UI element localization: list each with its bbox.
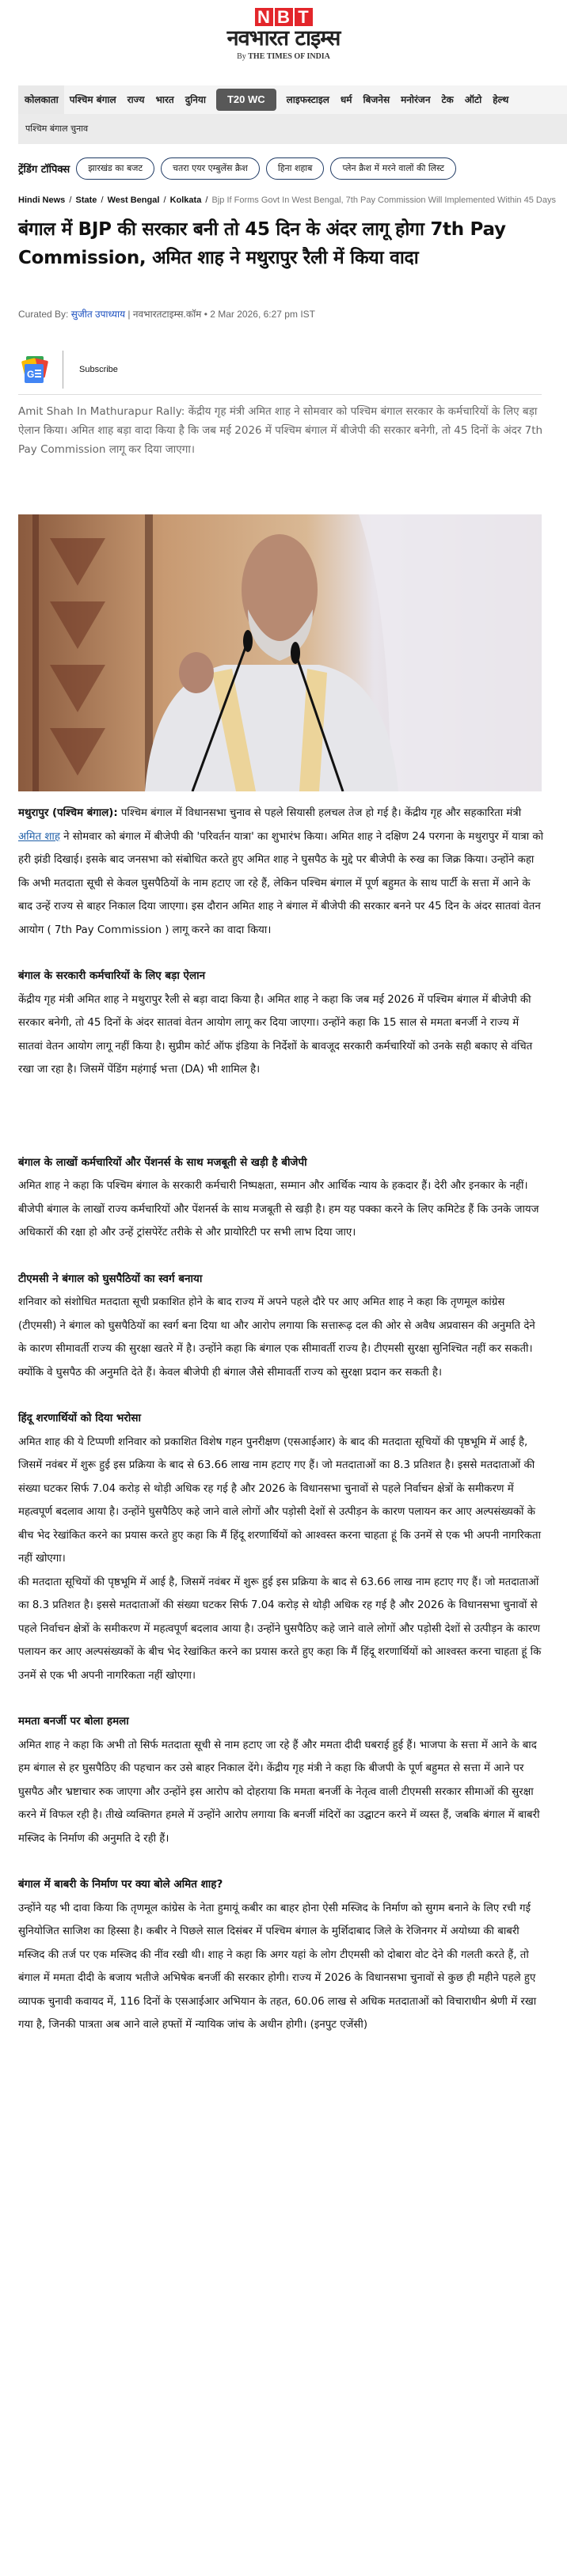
intro-text: पश्चिम बंगाल में विधानसभा चुनाव से पहले सियासी हलचल तेज हो गई है। केंद्रीय गृह और सहकारिता मंत्री [117,807,522,819]
breadcrumb-current: Bjp If Forms Govt In West Bengal, 7th Pay Commission Will Implemented Within 45 Days [211,195,556,205]
nbt-logo-mark [255,8,313,26]
nav-item-states[interactable]: राज्य [127,94,145,105]
nav-item-west-bengal[interactable]: पश्चिम बंगाल [69,94,116,105]
google-news-icon [18,353,51,386]
breadcrumb-separator: / [69,195,72,205]
site-logo[interactable] [0,8,567,61]
breadcrumb-state[interactable]: State [75,195,97,205]
svg-text:G: G [27,369,35,380]
breadcrumb-separator: / [163,195,166,205]
logo-by: By [237,52,246,61]
meta-separator: | [125,309,133,320]
logo-letter-b: B [275,8,293,26]
section-body: अमित शाह ने कहा कि अभी तो सिर्फ मतदाता सूची से नाम हटाए जा रहे हैं और ममता दीदी घबराई हुई हैं। भाजपा के सत्ता में आने के बाद हम बंगाल से हर घुसपैठिए की पहचान कर उसे बाहर निकाल देंगे। केंद्रीय गृह मंत्री ने कहा कि बीजपी के पूर्ण बहुमत से सत्ता में आने पर घुसपैठ और भ्रष्टाचार रुक जाएगा और उन्होंने इस आरोप को दोहराया कि ममता बनर्जी के नेतृत्व वाली टीएमसी सरकार सीमाओं की सुरक्षा करने में विफल रही है। तीखे व्यक्तिगत हमले में उन्होंने आरोप लगाया कि बनर्जी मंदिरों का उद्घाटन करने में व्यस्त हैं, जबकि बंगाल में बाबरी मस्जिद के निर्माण की अनुमति दे रही हैं। [18,1739,540,1845]
section-heading: ममता बनर्जी पर बोला हमला [18,1715,129,1728]
meta-dot: • [201,309,211,320]
nav-item-t20wc[interactable]: T20 WC [216,89,276,111]
nav-item-auto[interactable]: ऑटो [464,94,482,105]
nav-item-tech[interactable]: टेक [441,94,454,105]
logo-toi: THE TIMES OF INDIA [248,52,330,61]
nav-item-kolkata[interactable]: कोलकाता [18,85,64,114]
nav-item-world[interactable]: दुनिया [185,94,206,105]
dateline: मथुरापुर (पश्चिम बंगाल): [18,807,118,819]
subnav-item-wb-elections[interactable]: पश्चिम बंगाल चुनाव [25,123,89,134]
nav-item-business[interactable]: बिजनेस [363,94,390,105]
trending-topics [18,156,567,181]
logo-letter-n: N [255,8,273,26]
nav-item-entertainment[interactable]: मनोरंजन [401,94,431,105]
author-link[interactable]: सुजीत उपाध्याय [70,309,126,320]
article-intro [18,802,545,942]
article-summary: Amit Shah In Mathurapur Rally: केंद्रीय गृह मंत्री अमित शाह ने सोमवार को पश्चिम बंगाल सरकार के कर्मचारियों के लिए बड़ा ऐलान किया। अमित शाह बड़ा वादा किया है कि जब मई 2026 में पश्चिम बंगाल में बीजेपी की सरकार बनेगी, तो 45 दिनों के अंदर 7th Pay Commission लागू कर दिया जाएगा। [18,405,543,456]
section-heading: टीएमसी ने बंगाल को घुसपैठियों का स्वर्ग बनाया [18,1272,203,1285]
article-headline: बंगाल में BJP की सरकार बनी तो 45 दिन के अंदर लागू होगा 7th Pay Commission, अमित शाह ने मथुरापुर रैली में किया वादा [18,219,506,268]
section-body: अमित शाह ने कहा कि पश्चिम बंगाल के सरकारी कर्मचारी निष्पक्षता, सम्मान और आर्थिक न्याय के हकदार हैं। देरी और इनकार के नहीं। बीजेपी बंगाल के लाखों राज्य कर्मचारियों और पेंशनर्स के साथ मजबूती से खड़ी है। हम यह पक्का करने के लिए कमिटेड हैं कि उनके जायज अधिकारों की रक्षा हो और उन्हें ट्रांसपेरेंट तरीके से और प्रायोरिटी पर सभी लाभ दिया जाए। [18,1180,539,1239]
breadcrumb-kolkata[interactable]: Kolkata [169,195,202,205]
section-body: उन्होंने यह भी दावा किया कि तृणमूल कांग्रेस के नेता हुमायूं कबीर का बाहर होना ऐसी मस्जिद के निर्माण को सुगम बनाने के लिए रची गई सुनियोजित साजिश का हिस्सा है। कबीर ने पिछले साल दिसंबर में पश्चिम बंगाल के मुर्शिदाबाद जिले के रेजिनगर में अयोध्या की बाबरी मस्जिद की तर्ज पर एक मस्जिद की नींव रखी थी। शाह ने कहा कि अगर यहां के लोग टीएमसी को दोबारा वोट देने की गलती करते हैं, तो बंगाल में ममता दीदी के बजाय भतीजे अभिषेक बनर्जी की सरकार होगी। राज्य में 2026 के विधानसभा चुनावों से कुछ ही महीने पहले हुए व्यापक चुनावी कवायद में, 116 दिनों के एसआईआर अभियान के तहत, 60.06 लाख से अधिक मतदाताओं को विचाराधीन श्रेणी में रखा गया है, जिनकी पात्रता अब आने वाले हफ्तों में न्यायिक जांच के अधीन होगी। (इनपुट एजेंसी) [18,1902,537,2031]
google-news-subscribe[interactable] [18,351,118,389]
subscribe-button[interactable]: Subscribe [79,365,118,374]
amit-shah-link[interactable]: अमित शाह [18,830,60,843]
logo-tagline [237,52,330,61]
intro-text: ने सोमवार को बंगाल में बीजेपी की 'परिवर्तन यात्रा' का शुभारंभ किया। अमित शाह ने दक्षिण 24 परगना के मथुरापुर में यात्रा को हरी झंडी दिखाई। इसके बाद जनसभा को संबोधित करते हुए अमित शाह ने घुसपैठ के मुद्दे पर बीजेपी के रुख का जिक्र किया। उन्होंने कहा कि अभी मतदाता सूची से केवल घुसपैठियों के नाम हटाए जा रहे हैं, लेकिन पश्चिम बंगाल में पूर्ण बहुमत के साथ पार्टी के सत्ता में आने के बाद उन्हें राज्य से बाहर निकाल दिया जाएगा। इस दौरान अमित शाह ने बंगाल में बीजेपी की सरकार बनने पर 45 दिन के अंदर सातवां वेतन आयोग ( 7th Pay Commission ) लागू करने का वादा किया। [18,830,544,936]
source-name: नवभारतटाइम्स.कॉम [132,309,202,320]
breadcrumb-west-bengal[interactable]: West Bengal [107,195,160,205]
nav-item-lifestyle[interactable]: लाइफस्टाइल [286,94,329,105]
trending-chip[interactable]: झारखंड का बजट [76,157,154,180]
nav-item-india[interactable]: भारत [155,94,174,105]
sub-nav [18,114,567,144]
article-meta [18,307,315,321]
breadcrumb [18,195,567,205]
trending-label: ट्रेंडिंग टॉपिक्स [18,164,70,176]
section-body: अमित शाह की ये टिप्पणी शनिवार को प्रकाशित विशेष गहन पुनरीक्षण (एसआईआर) के बाद की मतदाता सूचियों की पृष्ठभूमि में आई है, जिसमें नवंबर में शुरू हुई इस प्रक्रिया के बाद से 63.66 लाख नाम हटाए गए हैं। जो मतदाताओं का 8.3 प्रतिशत है। इससे मतदाताओं की संख्या घटकर सिर्फ 7.04 करोड़ से थोड़ी अधिक रह गई है और 2026 के विधानसभा चुनावों से पहले निर्वाचन क्षेत्रों के समीकरण में महत्वपूर्ण बदलाव आया है। उन्होंने घुसपैठिए कहे जाने वाले लोगों और पड़ोसी देशों से उत्पीड़न के कारण पलायन कर आए अल्पसंख्यकों के बीच भेद रेखांकित करने का प्रयास करते हुए कहा कि मैं हिंदू शरणार्थियों को आश्वस्त करना चाहता हूं कि उनमें से एक भी अपनी नागरिकता नहीं खोएगा। [18,1436,542,1565]
section-body-repeat: की मतदाता सूचियों की पृष्ठभूमि में आई है, जिसमें नवंबर में शुरू हुई इस प्रक्रिया के बाद से 63.66 लाख नाम हटाए गए हैं। जो मतदाताओं का 8.3 प्रतिशत है। इससे मतदाताओं की संख्या घटकर सिर्फ 7.04 करोड़ से थोड़ी अधिक रह गई है और 2026 के विधानसभा चुनावों से पहले निर्वाचन क्षेत्रों के समीकरण में महत्वपूर्ण बदलाव आया है। उन्होंने घुसपैठिए कहे जाने वाले लोगों और पड़ोसी देशों से उत्पीड़न के कारण पलायन कर आए अल्पसंख्यकों के बीच भेद रेखांकित करने का प्रयास करते हुए कहा कि मैं हिंदू शरणार्थियों को आश्वस्त करना चाहता हूं कि उनमें से एक भी अपनी नागरिकता नहीं खोएगा। [18,1576,542,1682]
hero-image-amit-shah-speaking [18,514,542,791]
breadcrumb-hindi-news[interactable]: Hindi News [18,195,66,205]
section-heading: बंगाल के सरकारी कर्मचारियों के लिए बड़ा ऐलान [18,969,206,982]
masthead [0,0,567,79]
trending-chip[interactable]: प्लेन क्रैश में मरने वालों की लिस्ट [330,157,456,180]
trending-chip[interactable]: हिना शहाब [266,157,325,180]
logo-letter-t: T [295,8,313,26]
main-nav [18,85,567,114]
breadcrumb-separator: / [101,195,104,205]
trending-chip[interactable]: चतरा एयर एम्बुलेंस क्रैश [161,157,260,180]
nav-item-health[interactable]: हेल्थ [493,94,509,105]
nav-item-religion[interactable]: धर्म [340,94,352,105]
section-heading: बंगाल में बाबरी के निर्माण पर क्या बोले अमित शाह? [18,1878,223,1891]
divider [18,394,542,395]
logo-hindi-wordmark: नवभारत टाइम्स [226,26,341,51]
hero-image[interactable] [18,514,542,791]
breadcrumb-separator: / [205,195,208,205]
section-heading: बंगाल के लाखों कर्मचारियों और पेंशनर्स के साथ मजबूती से खड़ी है बीजेपी [18,1155,307,1169]
section-body: केंद्रीय गृह मंत्री अमित शाह ने मथुरापुर रैली से बड़ा वादा किया है। अमित शाह ने कहा कि जब मई 2026 में पश्चिम बंगाल में बीजेपी की सरकार बनेगी, तो 45 दिनों के अंदर सातवां वेतन आयोग लागू कर दिया जाएगा। उन्होंने कहा कि 15 साल से ममता बनर्जी ने राज्य में सातवां वेतन आयोग लागू नहीं किया है। सुप्रीम कोर्ट ऑफ इंडिया के निर्देशों के बावजूद सरकारी कर्मचारियों को उनके सही बकाए से वंचित रखा जा रहा है। जिसमें पेंडिंग महंगाई भत्ता (DA) भी शामिल है। [18,993,533,1076]
section-heading: हिंदू शरणार्थियों को दिया भरोसा [18,1412,142,1425]
article-body [18,802,545,2037]
section-body: शनिवार को संशोधित मतदाता सूची प्रकाशित होने के बाद राज्य में अपने पहले दौरे पर आए अमित शाह ने कहा कि तृणमूल कांग्रेस (टीएमसी) ने बंगाल को घुसपैठियों का स्वर्ग बना दिया था और आरोप लगाया कि सत्तारूढ़ दल की ओर से अवैध अप्रवासन की अनुमति देने के कारण सीमावर्ती राज्य की सुरक्षा खतरे में है। उन्होंने कहा कि बंगाल एक सीमावर्ती राज्य है। टीएमसी सुरक्षा सुनिश्चित नहीं कर सकती। क्योंकि वे घुसपैठ की अनुमति देते हैं। केवल बीजेपी ही बंगाल जैसे सीमावर्ती राज्य को सुरक्षा प्रदान कर सकती है। [18,1296,535,1379]
curated-label: Curated By: [18,309,71,320]
publish-timestamp: 2 Mar 2026, 6:27 pm IST [210,309,315,320]
